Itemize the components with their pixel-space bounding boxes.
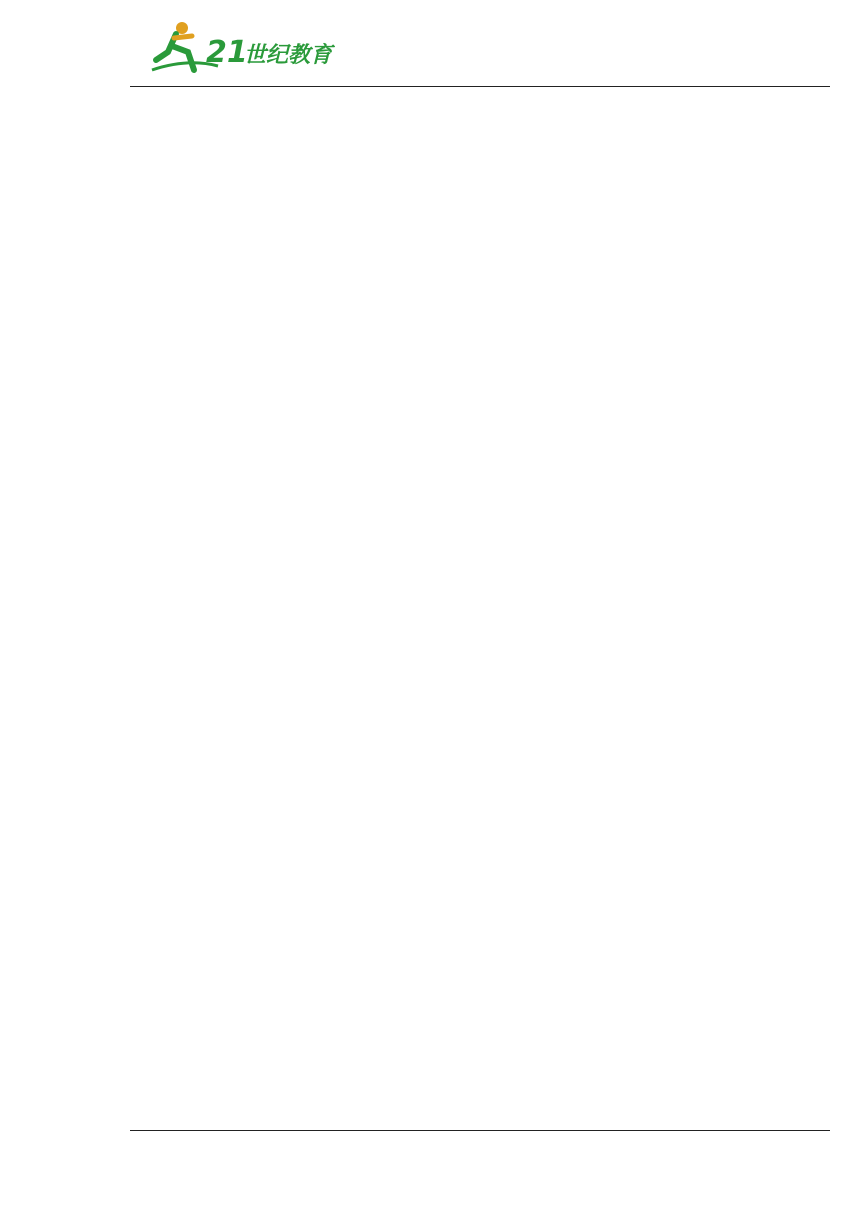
watermark <box>180 520 740 720</box>
footer-divider <box>130 1130 830 1131</box>
site-logo <box>148 18 348 88</box>
svg-text:世纪教育: 世纪教育 <box>244 43 333 68</box>
document-body <box>132 104 832 124</box>
svg-text:21: 21 <box>206 35 248 70</box>
header-divider <box>130 86 830 87</box>
page-header <box>0 0 860 90</box>
page-footer <box>143 1138 177 1152</box>
